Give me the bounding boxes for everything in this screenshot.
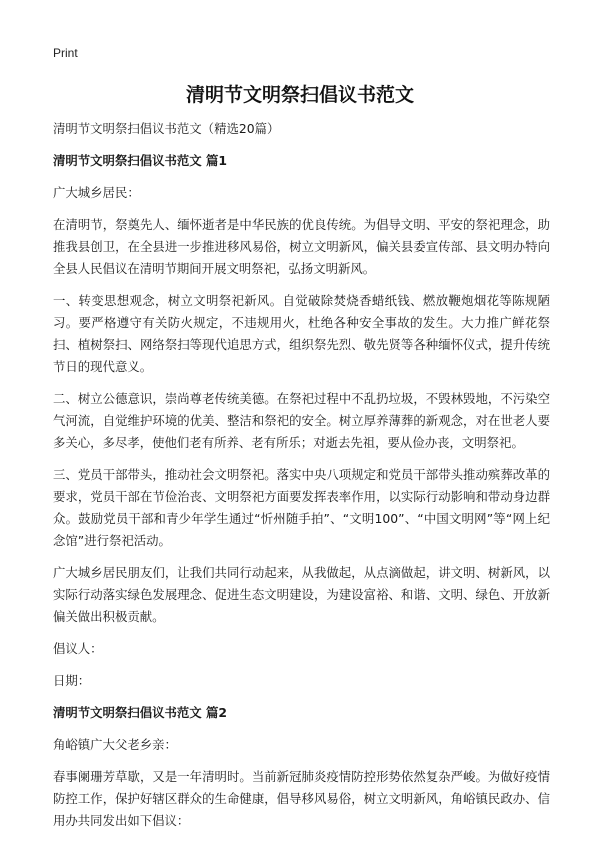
document-subtitle: 清明节文明祭扫倡议书范文（精选20篇）: [53, 121, 280, 136]
print-link[interactable]: Print: [53, 46, 78, 60]
paragraph: 三、党员干部带头，推动社会文明祭祀。落实中央八项规定和党员干部带头推动殡葬改革的要求，党员干部在节俭治丧、文明祭祀方面要发挥表率作用，以实际行动影响和带动身边群众。鼓励党员干部和青少年学生通过“忻州随手拍”、“文明100”、“中国文明网”等“网上纪念馆”进行祭祀活动。: [53, 467, 550, 548]
section-heading-2: 清明节文明祭扫倡议书范文 篇2: [53, 705, 228, 720]
signature-line: 倡议人：: [53, 641, 103, 656]
greeting-1: 广大城乡居民：: [53, 185, 140, 200]
greeting-2: 角峪镇广大父老乡亲：: [53, 737, 177, 752]
paragraph: 广大城乡居民朋友们，让我们共同行动起来，从我做起，从点滴做起，讲文明、树新风，以实际行动落实绿色发展理念、促进生态文明建设，为建设富裕、和谐、文明、绿色、开放新偏关做出积极贡献。: [53, 565, 550, 624]
paragraph: 春事阑珊芳草歇，又是一年清明时。当前新冠肺炎疫情防控形势依然复杂严峻。为做好疫情防控工作，保护好辖区群众的生命健康，倡导移风易俗，树立文明新风，角峪镇民政办、信用办共同发出如下倡议：: [53, 769, 550, 828]
section-heading-1: 清明节文明祭扫倡议书范文 篇1: [53, 153, 228, 168]
paragraph: 一、转变思想观念，树立文明祭祀新风。自觉破除焚烧香蜡纸钱、燃放鞭炮烟花等陈规陋习。要严格遵守有关防火规定，不违规用火，杜绝各种安全事故的发生。大力推广鲜花祭扫、植树祭扫、网络祭扫等现代追思方式，组织祭先烈、敬先贤等各种缅怀仪式，提升传统节日的现代意义。: [53, 293, 550, 374]
paragraph: 二、树立公德意识，崇尚尊老传统美德。在祭祀过程中不乱扔垃圾，不毁林毁地，不污染空气河流，自觉维护环境的优美、整洁和祭祀的安全。树立厚养薄葬的新观念，对在世老人要多关心，多尽孝，使他们老有所养、老有所乐；对逝去先祖，要从俭办丧，文明祭祀。: [53, 391, 550, 450]
paragraph: 在清明节，祭奠先人、缅怀逝者是中华民族的优良传统。为倡导文明、平安的祭祀理念，助推我县创卫，在全县进一步推进移风易俗，树立文明新风，偏关县委宣传部、县文明办特向全县人民倡议在清明节期间开展文明祭祀，弘扬文明新风。: [53, 217, 550, 276]
document-body: [53, 118, 550, 842]
date-line: 日期：: [53, 673, 91, 688]
document-title: 清明节文明祭扫倡议书范文: [185, 84, 414, 106]
